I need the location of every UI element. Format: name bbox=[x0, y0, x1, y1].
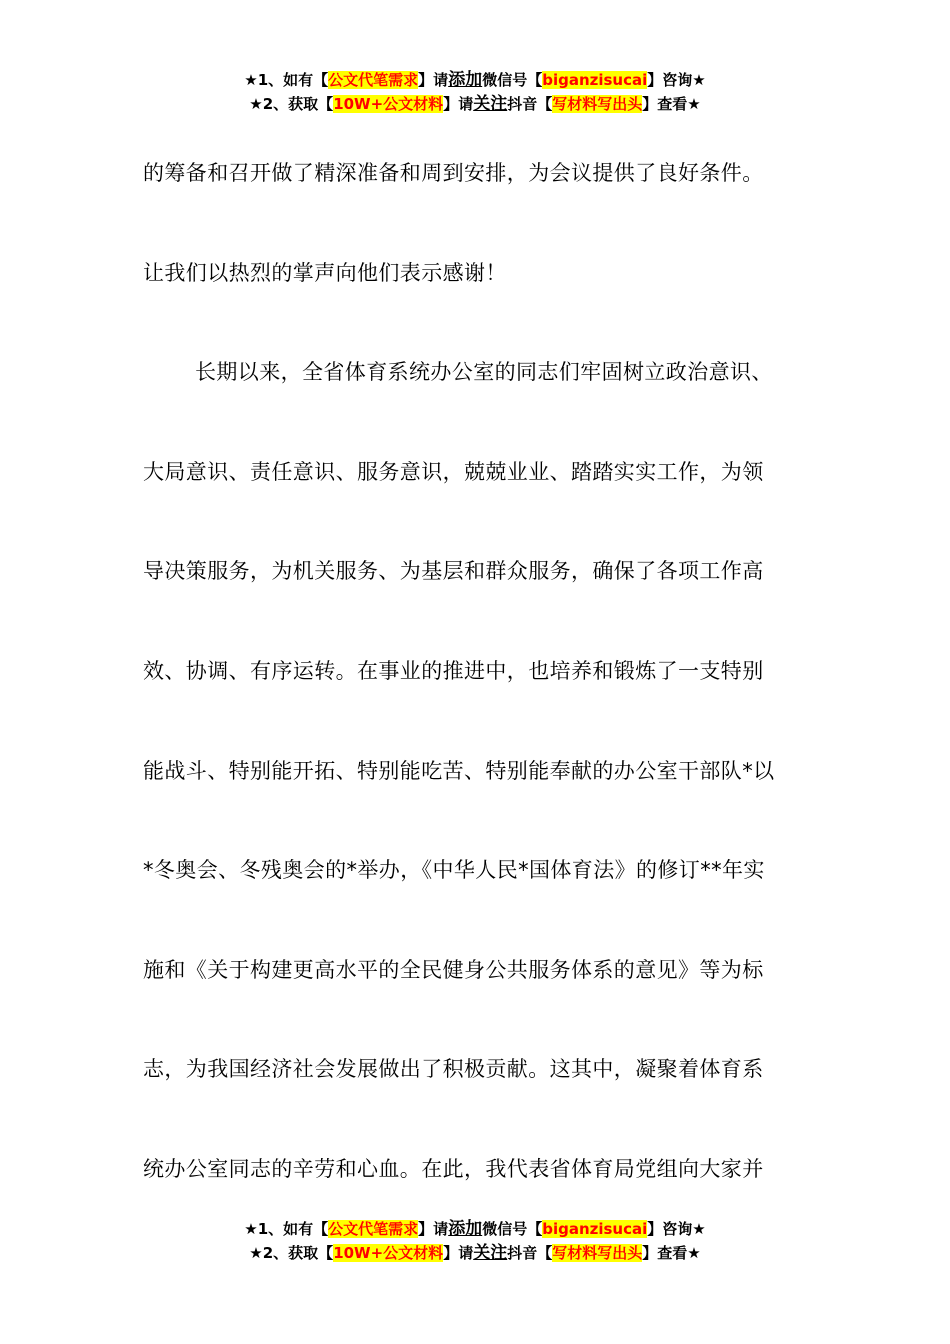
body-line: 统办公室同志的辛劳和心血。在此，我代表省体育局党组向大家并 bbox=[143, 1156, 764, 1181]
douyin-id: 写材料写出头 bbox=[552, 95, 643, 113]
banner-text: 】咨询★ bbox=[647, 1220, 706, 1238]
body-line: 的筹备和召开做了精深准备和周到安排，为会议提供了良好条件。 bbox=[143, 161, 764, 185]
banner-text: 抖音【 bbox=[507, 1244, 553, 1262]
wechat-id: biganzisucai bbox=[542, 71, 648, 89]
body-line: 志，为我国经济社会发展做出了积极贡献。这其中，凝聚着体育系 bbox=[143, 1057, 764, 1082]
footer-banner bbox=[0, 1217, 950, 1265]
banner-text: 微信号【 bbox=[482, 1220, 543, 1238]
underlined-text: 关注 bbox=[473, 94, 508, 114]
highlight-text: 10W+公文材料 bbox=[333, 1244, 444, 1262]
banner-text: ★1、如有【 bbox=[244, 1220, 329, 1238]
banner-text: ★2、获取【 bbox=[249, 1244, 334, 1262]
highlight-text: 10W+公文材料 bbox=[333, 95, 444, 113]
banner-text: 】请 bbox=[443, 95, 474, 113]
banner-text: 抖音【 bbox=[507, 95, 553, 113]
banner-text: 】咨询★ bbox=[647, 71, 706, 89]
body-line: 能战斗、特别能开拓、特别能吃苦、特别能奉献的办公室干部队*以 bbox=[143, 758, 775, 783]
banner-text: ★2、获取【 bbox=[249, 95, 334, 113]
body-line: *冬奥会、冬残奥会的*举办，《中华人民*国体育法》的修订**年实 bbox=[143, 858, 765, 883]
body-line: 让我们以热烈的掌声向他们表示感谢！ bbox=[143, 260, 507, 285]
document-body bbox=[143, 124, 823, 1220]
highlight-text: 公文代笔需求 bbox=[328, 1220, 419, 1238]
underlined-text: 关注 bbox=[473, 1243, 508, 1263]
underlined-text: 添加 bbox=[448, 1219, 483, 1239]
wechat-id: biganzisucai bbox=[542, 1220, 648, 1238]
banner-text: ★1、如有【 bbox=[244, 71, 329, 89]
banner-text: 】查看★ bbox=[642, 95, 701, 113]
banner-line-1 bbox=[0, 68, 950, 92]
banner-text: 】请 bbox=[443, 1244, 474, 1262]
banner-text: 】请 bbox=[418, 1220, 449, 1238]
banner-line-2 bbox=[0, 92, 950, 116]
banner-text: 】查看★ bbox=[642, 1244, 701, 1262]
body-line: 导决策服务，为机关服务、为基层和群众服务，确保了各项工作高 bbox=[143, 559, 764, 584]
highlight-text: 公文代笔需求 bbox=[328, 71, 419, 89]
header-banner bbox=[0, 68, 950, 116]
underlined-text: 添加 bbox=[448, 70, 483, 90]
banner-text: 】请 bbox=[418, 71, 449, 89]
banner-line-2 bbox=[0, 1241, 950, 1265]
body-line: 长期以来，全省体育系统办公室的同志们牢固树立政治意识、 bbox=[195, 360, 773, 385]
banner-line-1 bbox=[0, 1217, 950, 1241]
body-line: 施和《关于构建更高水平的全民健身公共服务体系的意见》等为标 bbox=[143, 957, 764, 982]
douyin-id: 写材料写出头 bbox=[552, 1244, 643, 1262]
banner-text: 微信号【 bbox=[482, 71, 543, 89]
body-line: 效、协调、有序运转。在事业的推进中，也培养和锻炼了一支特别 bbox=[143, 658, 764, 683]
body-line: 大局意识、责任意识、服务意识，兢兢业业、踏踏实实工作，为领 bbox=[143, 459, 764, 484]
